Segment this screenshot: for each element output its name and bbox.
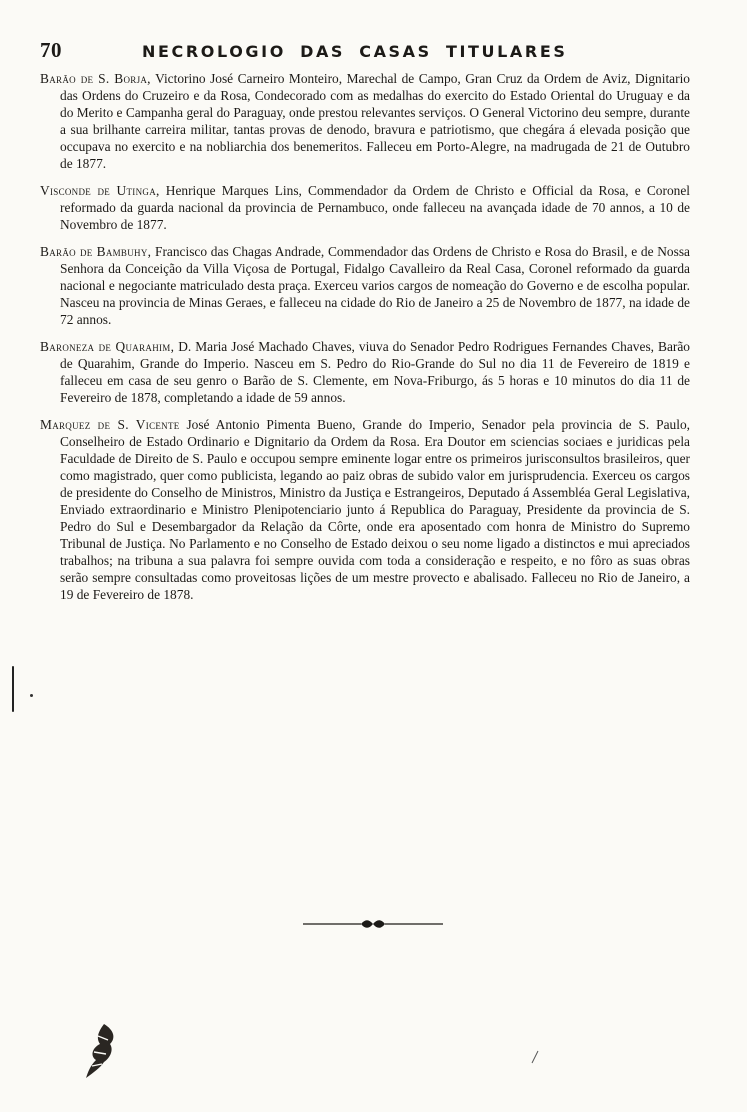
entry-text: Francisco das Chagas Andrade, Commendador das Ordens de Christo e Rosa do Brasil, e de Nossa Senhora da Conceição da Villa Viçosa de Portugal, Fidalgo Cavalleiro da Real Casa, Coronel reformado da guarda nacional e negociante matriculado desta praça. Exerceu varios cargos de nomeação do Governo e de escolha popular. Nasceu na provincia de Minas Geraes, e falleceu na cidade do Rio de Janeiro a 25 de Novembro de 1877, na idade de 72 annos. [60,244,690,327]
running-title: NECROLOGIO DAS CASAS TITULARES [142,42,568,61]
obituary-entry-utinga [40,182,690,233]
margin-ink-dot [30,694,33,697]
obituary-entry-bambuhy [40,243,690,328]
page-header [40,38,690,64]
obituary-entry-sao-vicente [40,416,690,603]
entry-text: Victorino José Carneiro Monteiro, Marechal de Campo, Gran Cruz da Ordem de Aviz, Dignitario das Ordens do Cruzeiro e da Rosa, Condecorado com as medalhas do exercito do Estado Oriental do Uruguay e da do Merito e Campanha geral do Paraguay, onde prestou relevantes serviços. O General Victorino deu sempre, durante a sua brilhante carreira militar, tantas provas de denodo, bravura e patriotismo, que chegára á elevada posição que occupava no exercito e na nobliarchia dos benemeritos. Falleceu em Porto-Alegre, na madrugada de 21 de Outubro de 1877. [60,71,691,171]
entry-title: Visconde de Utinga, [40,183,160,198]
end-ornament-rule [303,918,443,930]
obituary-entry-quarahim [40,338,690,406]
library-stamp-mark [84,1022,120,1080]
stray-pencil-mark [530,1050,540,1064]
entry-text: José Antonio Pimenta Bueno, Grande do Imperio, Senador pela provincia de S. Paulo, Conselheiro de Estado Ordinario e Dignitario da Ordem da Rosa. Era Doutor em sciencias sociaes e juridicas pela Faculdade de Direito de S. Paulo e occupou sempre eminente logar entre os primeiros jurisconsultos brasileiros, quer como magistrado, quer como publicista, legando ao paiz obras de subido valor em jurisprudencia. Exerceu os cargos de presidente do Conselho de Ministros, Ministro da Justiça e Estrangeiros, Deputado á Assembléa Geral Legislativa, Enviado extraordinario e Ministro Plenipotenciario junto á Republica do Paraguay, Presidente da provincia de S. Pedro do Sul e Desembargador da Relação da Côrte, onde era aposentado com honra de Ministro do Supremo Tribunal de Justiça. No Parlamento e no Conselho de Estado deixou o seu nome ligado a distinctos e mui apreciados trabalhos; na tribuna a sua palavra foi sempre ouvida com toda a consideração e respeito, e no fôro as suas obras serão sempre consultadas como proveitosas lições de um mestre provecto e abalisado. Falleceu no Rio de Janeiro, a 19 de Fevereiro de 1878. [60,417,690,602]
entry-text: Henrique Marques Lins, Commendador da Ordem de Christo e Official da Rosa, e Coronel reformado da guarda nacional da provincia de Pernambuco, onde falleceu na avançada idade de 70 annos, a 10 de Novembro de 1877. [60,183,691,232]
entry-title: Baroneza de Quarahim, [40,339,175,354]
entry-title: Barão de S. Borja, [40,71,151,86]
entry-title: Marquez de S. Vicente [40,417,180,432]
entry-text: D. Maria José Machado Chaves, viuva do Senador Pedro Rodrigues Fernandes Chaves, Barão de Quarahim, Grande do Imperio. Nasceu em S. Pedro do Rio-Grande do Sul no dia 11 de Fevereiro de 1819 e falleceu em casa de seu genro o Barão de S. Clemente, em Nova-Friburgo, ás 5 horas e 10 minutos do dia 11 de Fevereiro de 1878, completando a idade de 59 annos. [60,339,690,405]
entry-title: Barão de Bambuhy, [40,244,152,259]
obituary-entry-sao-borja [40,70,690,172]
margin-ink-mark [12,666,14,712]
obituary-list [40,70,690,613]
page-number: 70 [40,38,62,62]
